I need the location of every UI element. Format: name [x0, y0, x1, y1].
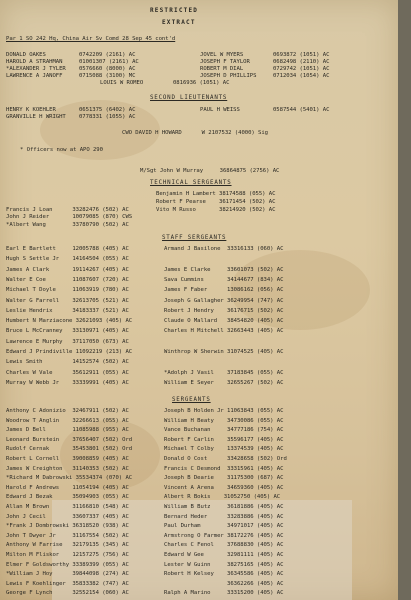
roster-entry: Robert H Kelsey 36345586 (405) AC	[164, 571, 284, 578]
roster-entry: *Frank J Dombrowski 36318520 (938) AC	[6, 523, 129, 530]
roster-entry: Paul Durham 34971017 (405) AC	[164, 523, 284, 530]
roster-entry: Francis J Loan 33282476 (502) AC	[6, 206, 129, 213]
roster-entry: Vito M Russo 38214920 (502) AC	[156, 206, 276, 213]
roster-entry: Armand J Basilone 33316133 (060) AC	[164, 246, 284, 252]
roster-entry: Elmer F Goldsworthy 33389399 (055) AC	[6, 561, 129, 568]
extract-heading: EXTRACT	[162, 19, 196, 26]
sergeants-heading: SERGEANTS	[172, 397, 211, 403]
roster-entry: Lester W Guinn 38275165 (405) AC	[164, 561, 284, 568]
roster-entry: Joseph G Gallagher 36249954 (747) AC	[164, 297, 284, 304]
roster-entry: James A Clark 19114267 (405) AC	[6, 266, 129, 273]
roster-entry: *Richard M Dabrowski 35534374 (070) AC	[6, 475, 133, 482]
officer-line-center: LOUIS W ROMEO 0816936 (1051) AC	[100, 80, 230, 86]
roster-entry: Leonard Burstein 37656407 (502) Ord	[6, 436, 133, 443]
roster-entry: Robert J Hendry 36176715 (502) AC	[164, 307, 284, 314]
roster-entry: Donald O Cost 33428658 (502) Ord	[164, 456, 287, 462]
roster-entry: Robert F Carlin 35596177 (405) AC	[164, 436, 284, 443]
roster-entry: Lawrence E Murphy 37117050 (673) AC	[6, 338, 129, 345]
roster-entry: HENRY K KOEHLER 0651375 (6402) AC	[6, 107, 136, 113]
roster-entry: GRANVILLE H WRIGHT 0778331 (1055) AC	[6, 114, 136, 120]
roster-entry: Harold F Andrews 11054194 (405) AC	[6, 484, 129, 491]
roster-entry: Earl E Bartlett 12005788 (405) AC	[6, 246, 129, 252]
roster-entry: William E Seyer 32655267 (502) AC	[164, 379, 284, 386]
roster-entry: JOSEPH F TAYLOR 0682498 (2110) AC	[200, 59, 330, 65]
roster-entry: Walter E Coe 11087607 (720) AC	[6, 276, 129, 283]
roster-entry: Bruce L McCranney 33130971 (405) AC	[6, 328, 129, 335]
roster-entry: *Albert Wang 33780790 (502) AC	[6, 222, 129, 229]
roster-entry: James W Creighton 31140353 (502) AC	[6, 465, 129, 472]
roster-entry: John J Reider 10079085 (870) CWS	[6, 214, 133, 221]
roster-entry: Michael T Colby 13374539 (405) AC	[164, 446, 284, 453]
roster-entry: *ALEXANDER J TYLER 0576660 (8000) AC	[6, 66, 136, 72]
roster-entry: ROBERT M DIAL 0729742 (1051) AC	[200, 66, 330, 72]
roster-entry: LAWRENCE A JANOFF 0715088 (3100) MC	[6, 73, 136, 79]
roster-entry: Charles C Fenol 37688830 (405) AC	[164, 542, 284, 549]
roster-entry: Humbert N Marziacone 32621093 (405) AC	[6, 318, 133, 325]
roster-entry: Benjamin H Lambert 38174588 (055) AC	[156, 191, 276, 197]
roster-entry: James E Clarke 33601073 (502) AC	[164, 266, 284, 273]
roster-entry: John T Dwyer Jr 31167554 (502) AC	[6, 532, 129, 539]
restricted-heading: RESTRICTED	[150, 7, 199, 14]
roster-entry: Charles H Mitchell 32663443 (405) AC	[164, 328, 284, 335]
roster-entry: Sava Cummins 34144677 (834) AC	[164, 276, 284, 283]
roster-entry: Anthony W Farrise 32179135 (345) AC	[6, 542, 129, 549]
roster-entry: Joseph B Dearie 31175300 (687) AC	[164, 475, 284, 482]
roster-entry: HAROLD A STRAHMAN 01001307 (2161) AC	[6, 59, 139, 65]
roster-entry: George F Lynch 32552154 (060) AC	[6, 590, 129, 597]
roster-entry: JOSEPH D PHILLIPS 0712034 (1054) AC	[200, 73, 330, 79]
roster-entry: Walter G Farrell 32613705 (521) AC	[6, 297, 129, 304]
roster-entry: James D Bell 11085988 (955) AC	[6, 427, 129, 434]
roster-entry: Francis C Desmond 33315961 (405) AC	[164, 465, 284, 472]
roster-entry: Ralph A Marino 33315200 (405) AC	[164, 590, 284, 597]
roster-entry: Michael T Doyle 11063919 (780) AC	[6, 287, 129, 294]
roster-entry: Albert R Bokis 31052750 (405) AC	[164, 494, 281, 501]
roster-entry: JOVEL W MYERS 0693872 (1051) AC	[200, 52, 330, 58]
roster-entry: Murray W Webb Jr 33339991 (405) AC	[6, 379, 129, 386]
roster-entry: *William J Hoy 39844098 (274) AC	[6, 571, 129, 578]
technical-sergeants-heading: TECHNICAL SERGEANTS	[150, 180, 232, 186]
staff-sergeants-heading: STAFF SERGEANTS	[162, 235, 227, 241]
roster-entry: Edward J Prindiville 11092219 (213) AC	[6, 349, 133, 355]
second-lieutenants-heading: SECOND LIEUTENANTS	[150, 95, 228, 101]
roster-entry: PAUL H WEISS 0587544 (5401) AC	[200, 107, 330, 113]
roster-entry: Leslie Hendrix 34183337 (521) AC	[6, 307, 129, 314]
roster-entry: Bernard Heder 33283886 (405) AC	[164, 513, 284, 520]
roster-entry: William B Butz 36181886 (405) AC	[164, 504, 284, 510]
roster-entry: Edward W Gee 32981111 (405) AC	[164, 552, 284, 558]
roster-entry: Woodrow T Anglin 32266613 (055) AC	[6, 417, 129, 424]
roster-entry: DONALD OAKES 0742209 (2161) AC	[6, 52, 136, 58]
roster-entry: Milton M Fliskor 12157275 (756) AC	[6, 552, 129, 558]
roster-entry: Allan M Brown 31166810 (548) AC	[6, 504, 129, 510]
roster-entry: Vincent A Arena 34659360 (405) AC	[164, 484, 284, 491]
cwo-line: CWO DAVID H HOWARD W 2107532 (4000) Sig	[122, 130, 268, 136]
roster-entry: Robert F Pearse 36171454 (502) AC	[156, 198, 276, 205]
roster-entry: Edward J Bezak 35094903 (055) AC	[6, 494, 129, 501]
order-reference: Par 1 SO 242 Hq, China Air Sv Comd 28 Sep 45 cont'd	[6, 36, 176, 42]
officers-note: * Officers now at APO 290	[20, 147, 103, 153]
roster-entry: Claude O Mallard 38454820 (405) AC	[164, 318, 284, 325]
roster-entry: Vance Buchanan 34777186 (754) AC	[164, 427, 284, 434]
roster-entry: Hugh S Settle Jr 14164504 (055) AC	[6, 256, 129, 263]
roster-entry: John J Cecil 33607337 (405) AC	[6, 513, 129, 520]
roster-entry: Lewis F Koehlinger 35833382 (747) AC	[6, 580, 129, 587]
roster-entry: Armstrong O Farmer 38172276 (405) AC	[164, 532, 284, 539]
roster-entry: Anthony C Adonizio 32467911 (502) AC	[6, 408, 129, 414]
roster-entry: Joseph B Holden Jr 11063843 (055) AC	[164, 408, 284, 414]
roster-entry: 36362266 (405) AC	[164, 580, 284, 587]
roster-entry: James F Faber 13086162 (056) AC	[164, 287, 284, 294]
roster-entry: *Adolph J Vasil 37183845 (055) AC	[164, 369, 284, 376]
roster-entry: Robert L Cornell 39008859 (405) AC	[6, 456, 129, 462]
roster-entry: William H Beaty 34730086 (055) AC	[164, 417, 284, 424]
roster-entry: Rudolf Cernak 35453801 (502) Ord	[6, 446, 133, 453]
roster-entry: Winthrop W Sherwin 31074525 (405) AC	[164, 349, 284, 355]
roster-entry: Charles W Vale 35612911 (055) AC	[6, 369, 129, 376]
roster-entry: Lewis Smith 14152574 (502) AC	[6, 359, 129, 366]
master-sergeant-line: M/Sgt John W Murray 36864875 (2756) AC	[140, 168, 280, 174]
